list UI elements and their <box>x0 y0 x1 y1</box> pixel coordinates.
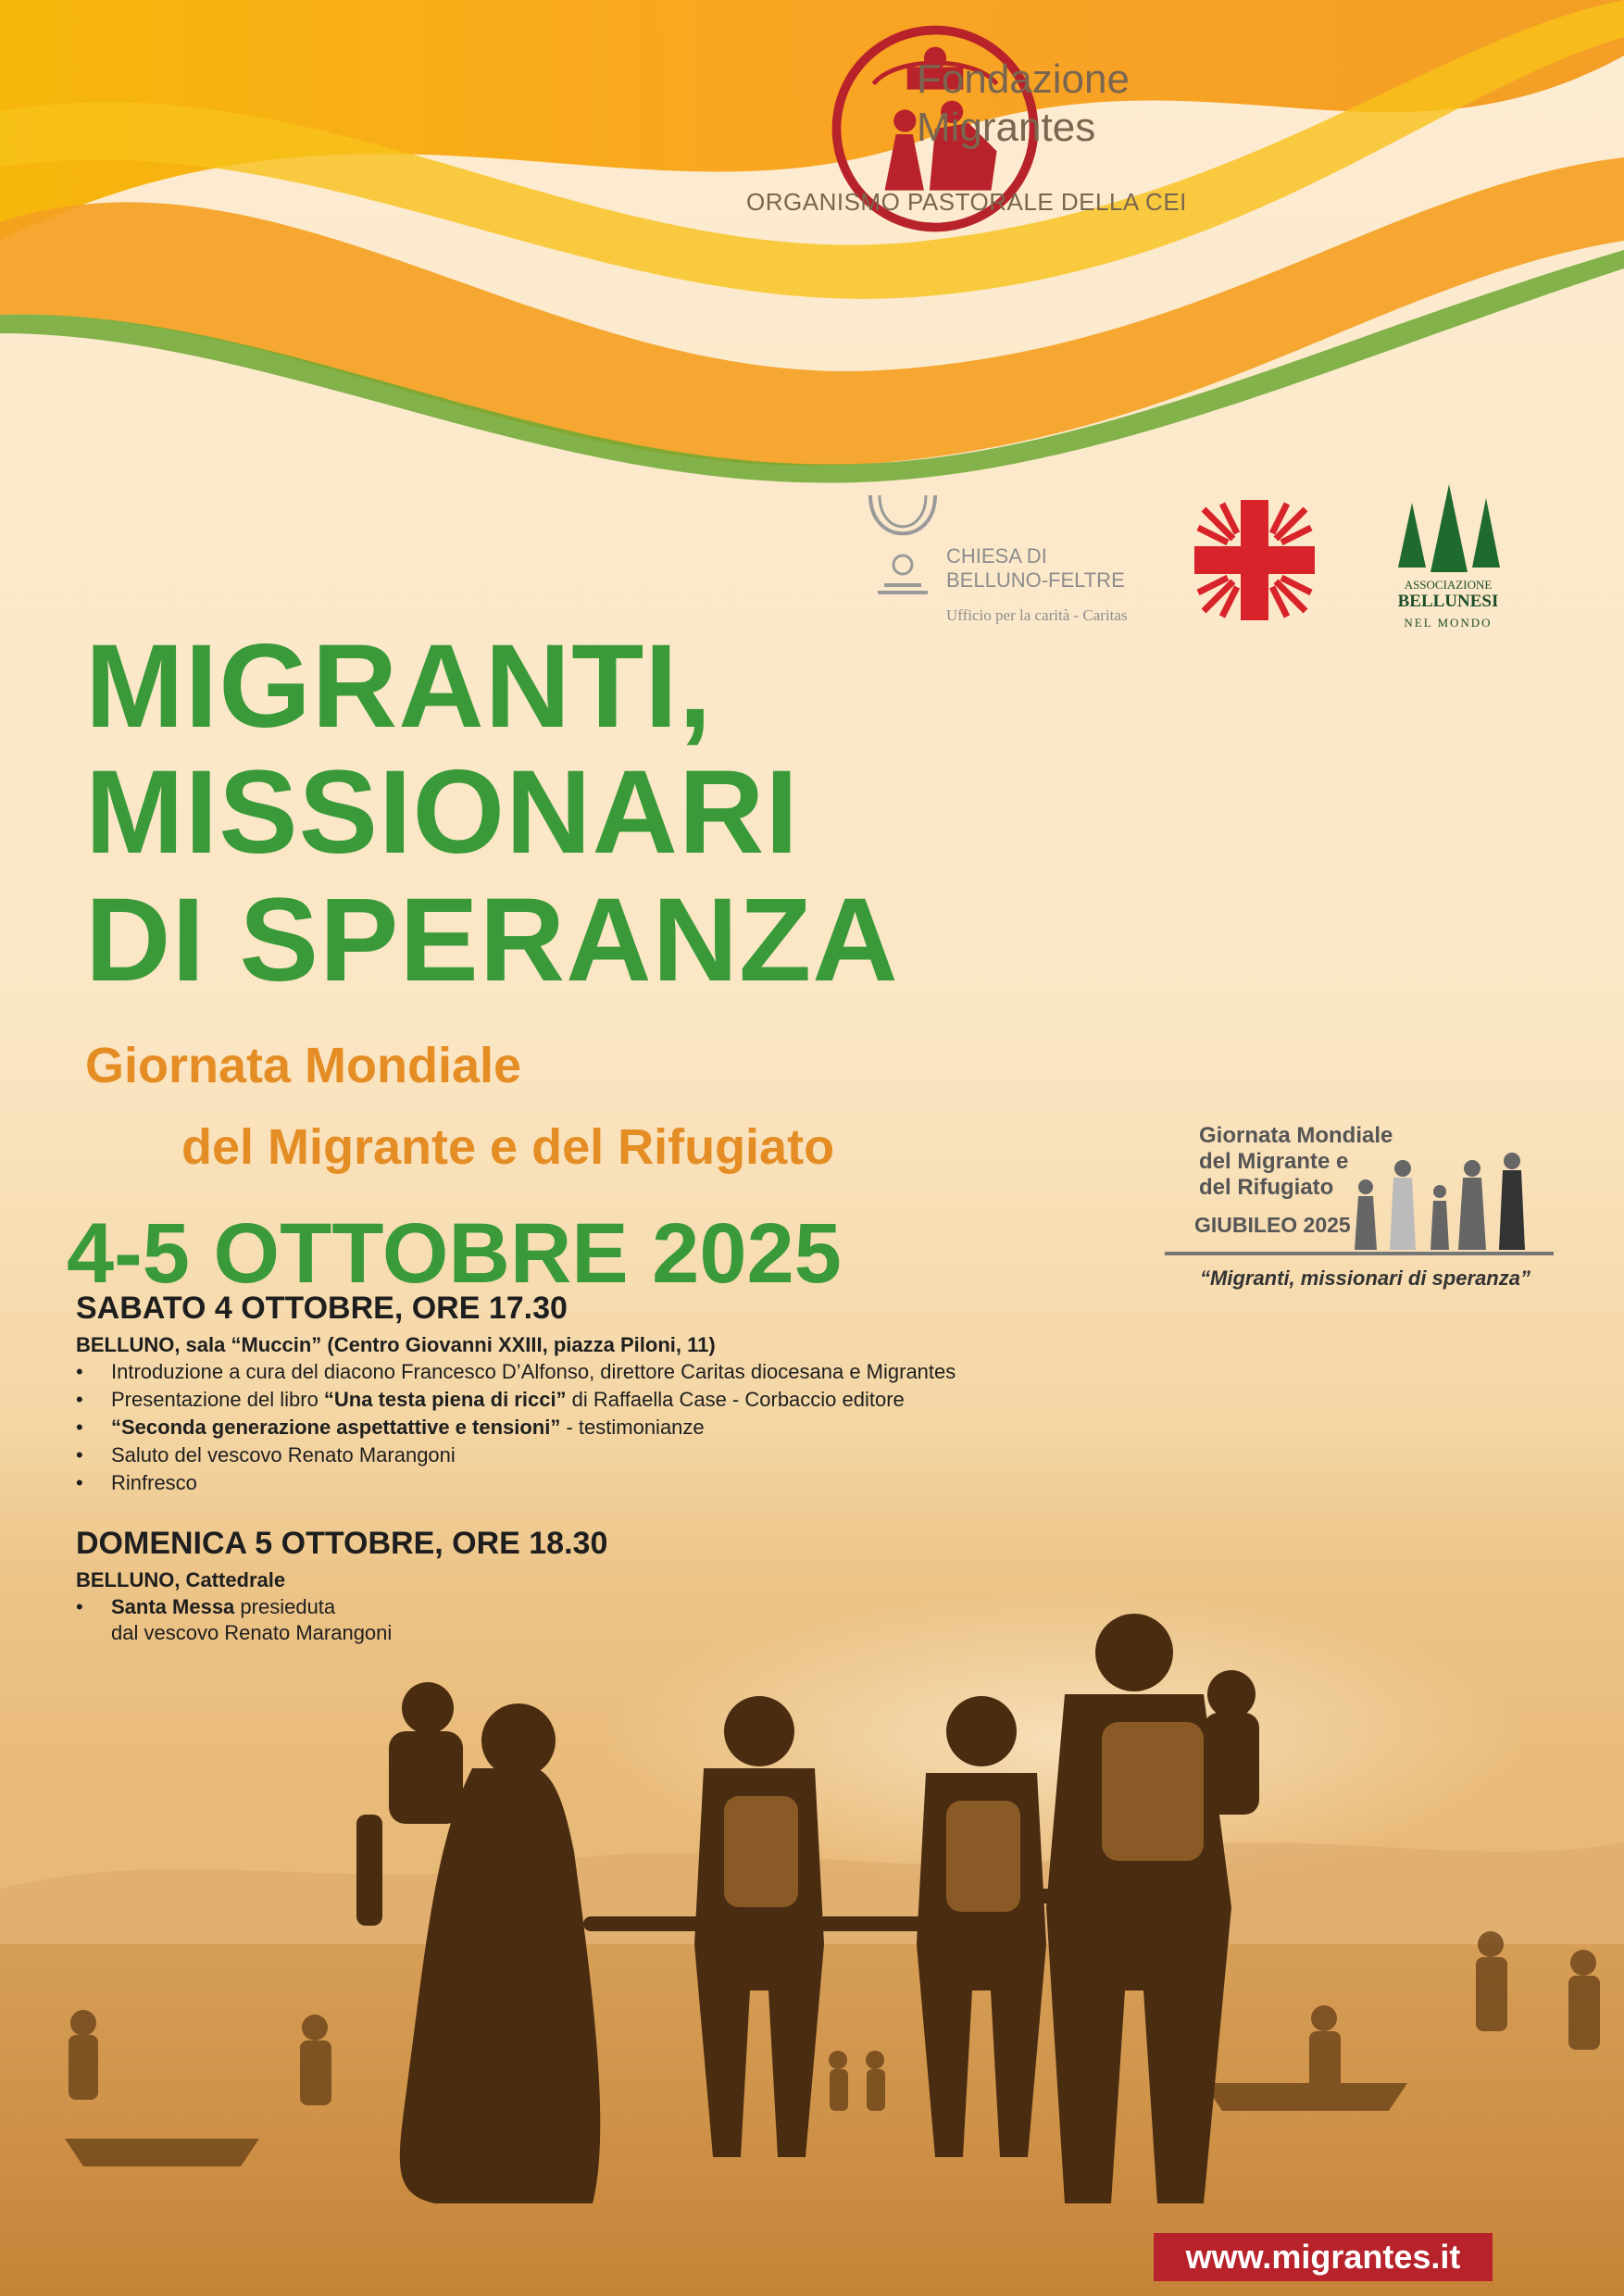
migrants-walking-icon <box>1347 1150 1532 1252</box>
day1-program-list <box>76 1358 956 1497</box>
day1-location: BELLUNO, sala “Muccin” (Centro Giovanni XXIII, piazza Piloni, 11) <box>76 1333 716 1356</box>
day2-program-list <box>76 1593 335 1621</box>
giornata-line2: del Migrante e <box>1199 1149 1349 1174</box>
day1-heading: SABATO 4 OTTOBRE, ORE 17.30 <box>76 1291 568 1326</box>
subtitle-line2: del Migrante e del Rifugiato <box>181 1119 835 1175</box>
item-title: “Seconda generazione aspettattive e tensioni” <box>111 1416 561 1439</box>
org-name <box>917 56 1130 152</box>
giornata-line3: del Rifugiato <box>1199 1175 1334 1200</box>
day2-item-continuation: dal vescovo Renato Marangoni <box>111 1621 393 1644</box>
item-text: Introduzione a cura del diacono Francesco D’Alfonso, direttore Caritas diocesana e Migrantes <box>111 1360 956 1383</box>
abm-line3: NEL MONDO <box>1404 616 1493 630</box>
item-text: di Raffaella Case - Corbaccio editore <box>566 1388 905 1411</box>
day2-heading: DOMENICA 5 OTTOBRE, ORE 18.30 <box>76 1526 608 1561</box>
book-title: “Una testa piena di ricci” <box>323 1388 567 1411</box>
list-item <box>76 1441 956 1469</box>
chiesa-subtitle: Ufficio per la carità - Caritas <box>946 606 1128 624</box>
item-text: Saluto del vescovo Renato Marangoni <box>111 1443 456 1466</box>
list-item <box>76 1469 956 1497</box>
item-text: presieduta <box>234 1595 336 1618</box>
abm-line2: BELLUNESI <box>1397 592 1499 611</box>
list-item <box>76 1414 956 1441</box>
caritas-cross-icon <box>1194 500 1315 620</box>
title-line2: MISSIONARI <box>85 746 799 879</box>
item-text: - testimonianze <box>560 1416 705 1439</box>
list-item <box>76 1593 335 1621</box>
chiesa-name <box>946 544 1125 593</box>
org-name-line1: Fondazione <box>917 56 1130 102</box>
giornata-quote: “Migranti, missionari di speranza” <box>1200 1267 1530 1290</box>
item-text: Presentazione del libro <box>111 1388 324 1411</box>
chiesa-line1: CHIESA DI <box>946 544 1047 568</box>
org-subtitle: ORGANISMO PASTORALE DELLA CEI <box>746 188 1187 216</box>
pine-trees-icon <box>1393 484 1505 577</box>
giubileo-label: GIUBILEO 2025 <box>1194 1213 1351 1237</box>
list-item <box>76 1386 956 1414</box>
giornata-divider <box>1165 1252 1554 1255</box>
event-dates: 4-5 OTTOBRE 2025 <box>67 1206 842 1301</box>
giornata-line1: Giornata Mondiale <box>1199 1123 1393 1148</box>
day2-location: BELLUNO, Cattedrale <box>76 1568 286 1591</box>
item-text: Rinfresco <box>111 1471 197 1494</box>
org-name-line2: Migrantes <box>917 105 1096 150</box>
subtitle-line1: Giornata Mondiale <box>85 1038 522 1093</box>
abm-line1: ASSOCIAZIONE <box>1404 578 1493 592</box>
item-title: Santa Messa <box>111 1595 235 1618</box>
chalice-icon <box>861 491 944 602</box>
list-item <box>76 1358 956 1386</box>
title-line1: MIGRANTI, <box>85 620 713 753</box>
website-link[interactable]: www.migrantes.it <box>1185 2238 1461 2276</box>
title-line3: DI SPERANZA <box>85 874 899 1006</box>
chiesa-line2: BELLUNO-FELTRE <box>946 568 1125 592</box>
